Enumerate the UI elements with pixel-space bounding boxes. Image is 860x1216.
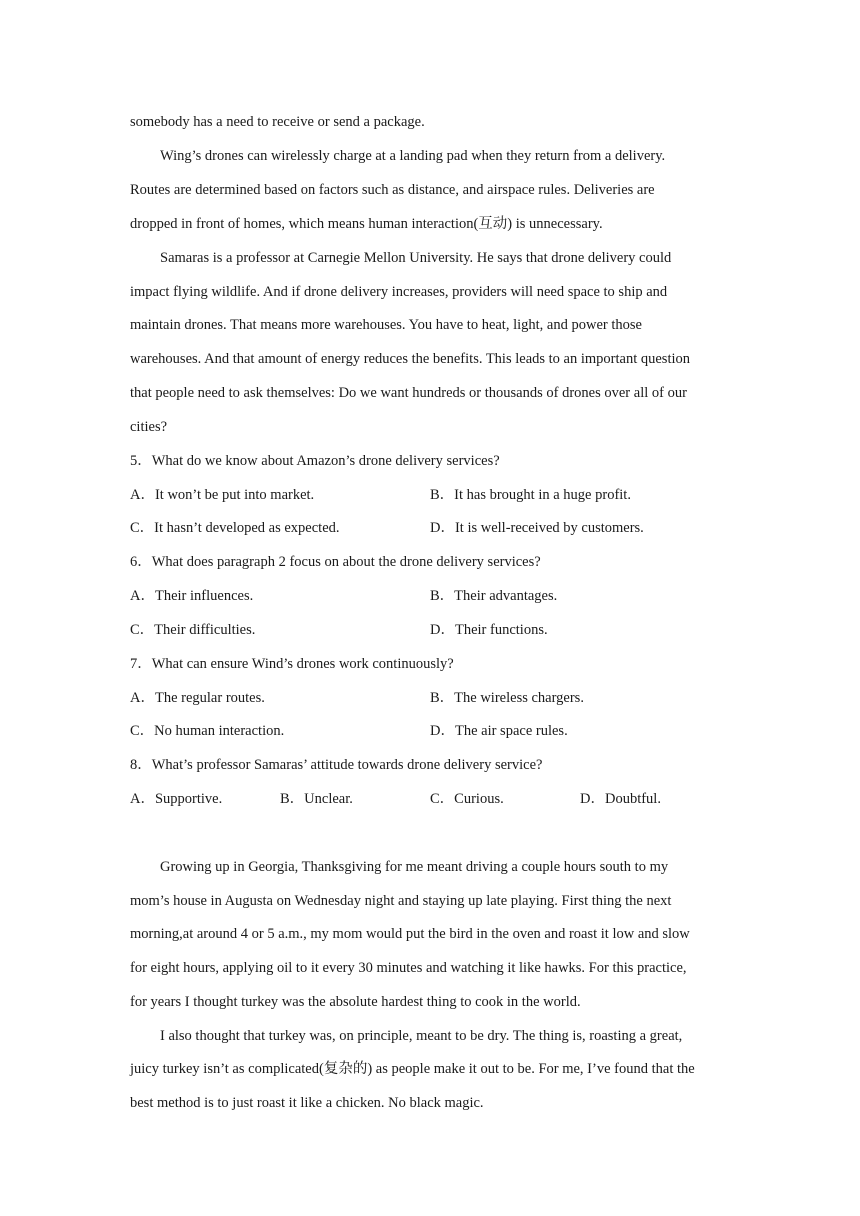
passage-line: morning,at around 4 or 5 a.m., my mom would put the bird in the oven and roast it low and slow [130, 926, 690, 942]
option-a: A．Supportive. [130, 791, 223, 807]
option-c: C．Their difficulties. [130, 622, 256, 638]
passage-line: mom’s house in Augusta on Wednesday night and staying up late playing. First thing the next [130, 893, 672, 909]
passage-line: warehouses. And that amount of energy reduces the benefits. This leads to an important question [130, 351, 690, 367]
question-stem: 7．What can ensure Wind’s drones work continuously? [130, 656, 454, 672]
option-d: D．Doubtful. [580, 791, 661, 807]
passage-line: Wing’s drones can wirelessly charge at a landing pad when they return from a delivery. [160, 148, 666, 164]
option-b: B．It has brought in a huge profit. [430, 487, 631, 503]
option-a: A．The regular routes. [130, 690, 265, 706]
question-stem: 6．What does paragraph 2 focus on about the drone delivery services? [130, 554, 541, 570]
passage-line: for years I thought turkey was the absolute hardest thing to cook in the world. [130, 994, 581, 1010]
passage-line: I also thought that turkey was, on principle, meant to be dry. The thing is, roasting a great, [160, 1028, 683, 1044]
passage-line: that people need to ask themselves: Do we want hundreds or thousands of drones over all of our [130, 385, 687, 401]
passage-line: Samaras is a professor at Carnegie Mellon University. He says that drone delivery could [160, 250, 672, 266]
passage-line: Routes are determined based on factors such as distance, and airspace rules. Deliveries are [130, 182, 655, 198]
option-b: B．Their advantages. [430, 588, 558, 604]
passage-line: for eight hours, applying oil to it every 30 minutes and watching it like hawks. For this practice, [130, 960, 687, 976]
option-c: C．No human interaction. [130, 723, 285, 739]
option-c: C．It hasn’t developed as expected. [130, 520, 340, 536]
option-c: C．Curious. [430, 791, 504, 807]
option-a: A．Their influences. [130, 588, 254, 604]
option-d: D．Their functions. [430, 622, 548, 638]
passage-line: Growing up in Georgia, Thanksgiving for me meant driving a couple hours south to my [160, 859, 669, 875]
question-stem: 5．What do we know about Amazon’s drone delivery services? [130, 453, 500, 469]
option-b: B．Unclear. [280, 791, 353, 807]
question-stem: 8．What’s professor Samaras’ attitude towards drone delivery service? [130, 757, 543, 773]
option-d: D．It is well-received by customers. [430, 520, 644, 536]
option-b: B．The wireless chargers. [430, 690, 584, 706]
passage-line: juicy turkey isn’t as complicated(复杂的) as people make it out to be. For me, I’ve found that the [130, 1061, 695, 1077]
passage-line: impact flying wildlife. And if drone delivery increases, providers will need space to ship and [130, 284, 668, 300]
passage-line: best method is to just roast it like a chicken. No black magic. [130, 1095, 484, 1111]
passage-line: dropped in front of homes, which means human interaction(互动) is unnecessary. [130, 216, 603, 232]
passage-line: maintain drones. That means more warehouses. You have to heat, light, and power those [130, 317, 642, 333]
passage-line: cities? [130, 419, 168, 435]
passage-line: somebody has a need to receive or send a package. [130, 114, 425, 130]
option-d: D．The air space rules. [430, 723, 568, 739]
option-a: A．It won’t be put into market. [130, 487, 315, 503]
